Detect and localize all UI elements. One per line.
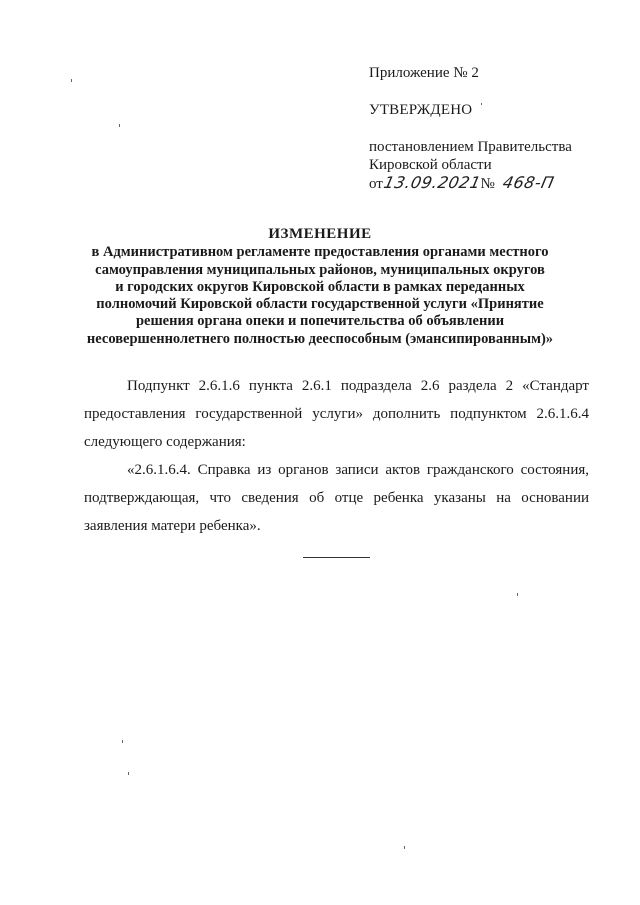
title-line-4: полномочий Кировской области государственной услуги «Принятие <box>96 296 544 313</box>
scan-speck <box>404 846 405 849</box>
scan-speck <box>122 740 123 743</box>
approved-label: УТВЕРЖДЕНО <box>369 102 473 118</box>
scan-speck <box>517 593 518 596</box>
scan-speck <box>128 772 129 775</box>
decree-date-row <box>369 174 619 193</box>
title-line-5: решения органа опеки и попечительства об объявлении <box>135 313 505 330</box>
end-separator-line <box>303 557 370 558</box>
scan-speck <box>481 103 482 105</box>
title-line-3: и городских округов Кировской области в рамках переданных <box>115 278 525 295</box>
document-heading: ИЗМЕНЕНИЕ <box>268 226 372 242</box>
decree-line-2: Кировской области <box>369 157 492 173</box>
scan-speck <box>71 79 72 82</box>
body-paragraph-1: Подпункт 2.6.1.6 пункта 2.6.1 подраздела 2.6 раздела 2 «Стандарт предоставления государственной услуги» дополнить подпунктом 2.6.1.6.4 следующего содержания: <box>84 378 589 450</box>
body-paragraph-2: «2.6.1.6.4. Справка из органов записи актов гражданского состояния, подтверждающая, что сведения об отце ребенка указаны на основании заявления матери ребенка». <box>84 462 589 534</box>
date-prefix: от <box>369 176 383 192</box>
title-line-6: несовершеннолетнего полностью дееспособным (эмансипированным)» <box>86 330 554 347</box>
document-title-block <box>60 226 580 348</box>
document-body <box>84 372 589 540</box>
title-line-2: самоуправления муниципальных районов, муниципальных округов <box>95 261 545 278</box>
title-line-1: в Административном регламенте предоставления органами местного <box>91 244 549 261</box>
handwritten-number: 468-П <box>500 173 556 192</box>
approval-stamp-block <box>369 64 619 193</box>
number-prefix: № <box>480 176 495 192</box>
handwritten-date: 13.09.2021 <box>381 173 483 192</box>
scan-speck <box>119 124 120 127</box>
decree-line-1: постановлением Правительства <box>369 139 572 155</box>
appendix-number: Приложение № 2 <box>369 65 479 81</box>
